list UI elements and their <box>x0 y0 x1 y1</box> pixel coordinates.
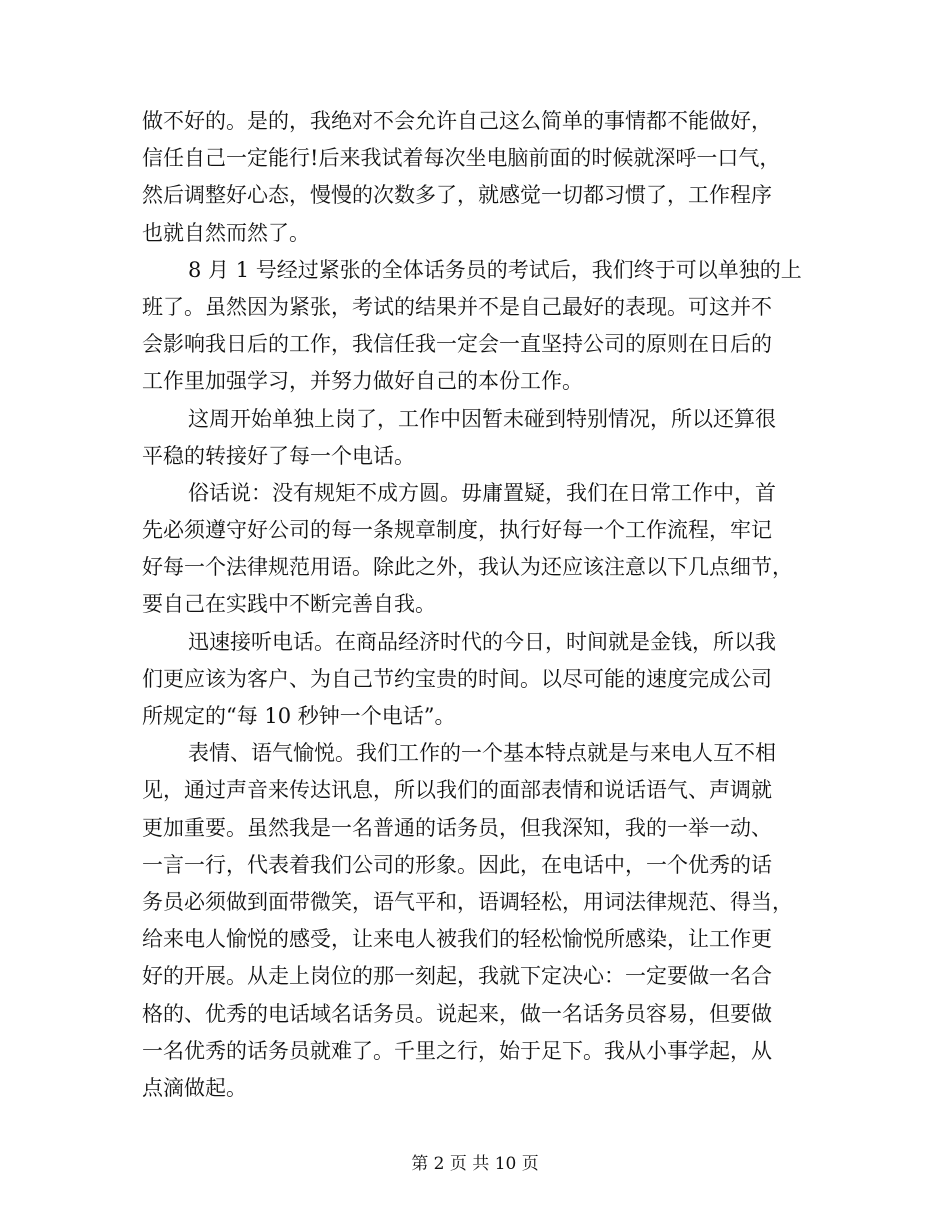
text-line: 要自己在实践中不断完善自我。 <box>142 592 436 617</box>
text-line: 会影响我日后的工作，我信任我一定会一直坚持公司的原则在日后的 <box>142 332 772 357</box>
text-line: 俗话说：没有规矩不成方圆。毋庸置疑，我们在日常工作中，首 <box>188 480 776 505</box>
text-line: 然后调整好心态，慢慢的次数多了，就感觉一切都习惯了，工作程序 <box>142 183 772 208</box>
text-line: 平稳的转接好了每一个电话。 <box>142 443 415 468</box>
paragraph <box>142 103 812 252</box>
text-line: 信任自己一定能行!后来我试着每次坐电脑前面的时候就深呼一口气， <box>142 146 781 171</box>
document-body <box>142 103 812 1107</box>
text-line: 给来电人愉悦的感受，让来电人被我们的轻松愉悦所感染，让工作更 <box>142 927 772 952</box>
text-line: 一言一行，代表着我们公司的形象。因此，在电话中，一个优秀的话 <box>142 852 772 877</box>
text-line: 做不好的。是的，我绝对不会允许自己这么简单的事情都不能做好， <box>142 109 772 133</box>
text-line: 一名优秀的话务员就难了。千里之行，始于足下。我从小事学起，从 <box>142 1038 772 1063</box>
text-line: 格的、优秀的电话域名话务员。说起来，做一名话务员容易，但要做 <box>142 1001 772 1026</box>
paragraph <box>142 252 812 401</box>
text-line: 们更应该为客户、为自己节约宝贵的时间。以尽可能的速度完成公司 <box>142 666 772 691</box>
text-line: 见，通过声音来传达讯息，所以我们的面部表情和说话语气、声调就 <box>142 778 772 803</box>
text-line: 表情、语气愉悦。我们工作的一个基本特点就是与来电人互不相 <box>188 741 776 766</box>
paragraph <box>142 475 812 624</box>
text-line: 这周开始单独上岗了，工作中因暂未碰到特别情况，所以还算很 <box>188 406 776 431</box>
text-line: 好的开展。从走上岗位的那一刻起，我就下定决心：一定要做一名合 <box>142 964 772 989</box>
text-line: 8 月 1 号经过紧张的全体话务员的考试后，我们终于可以单独的上 <box>188 257 802 282</box>
text-line: 点滴做起。 <box>142 1075 247 1100</box>
text-line: 班了。虽然因为紧张，考试的结果并不是自己最好的表现。可这并不 <box>142 294 772 319</box>
text-line: 工作里加强学习，并努力做好自己的本份工作。 <box>142 369 583 394</box>
text-line: 先必须遵守好公司的每一条规章制度，执行好每一个工作流程，牢记 <box>142 518 772 543</box>
text-line: 也就自然而然了。 <box>142 220 310 245</box>
text-line: 迅速接听电话。在商品经济时代的今日，时间就是金钱，所以我 <box>188 629 776 654</box>
text-line: 所规定的“每 10 秒钟一个电话”。 <box>142 704 456 728</box>
paragraph <box>142 735 812 1107</box>
paragraph <box>142 401 812 475</box>
text-line: 务员必须做到面带微笑，语气平和，语调轻松，用词法律规范、得当， <box>142 889 793 914</box>
text-line: 更加重要。虽然我是一名普通的话务员，但我深知，我的一举一动、 <box>142 815 772 840</box>
page-number-footer: 第 2 页 共 10 页 <box>411 1154 539 1174</box>
paragraph <box>142 624 812 736</box>
text-line: 好每一个法律规范用语。除此之外，我认为还应该注意以下几点细节， <box>142 555 793 580</box>
